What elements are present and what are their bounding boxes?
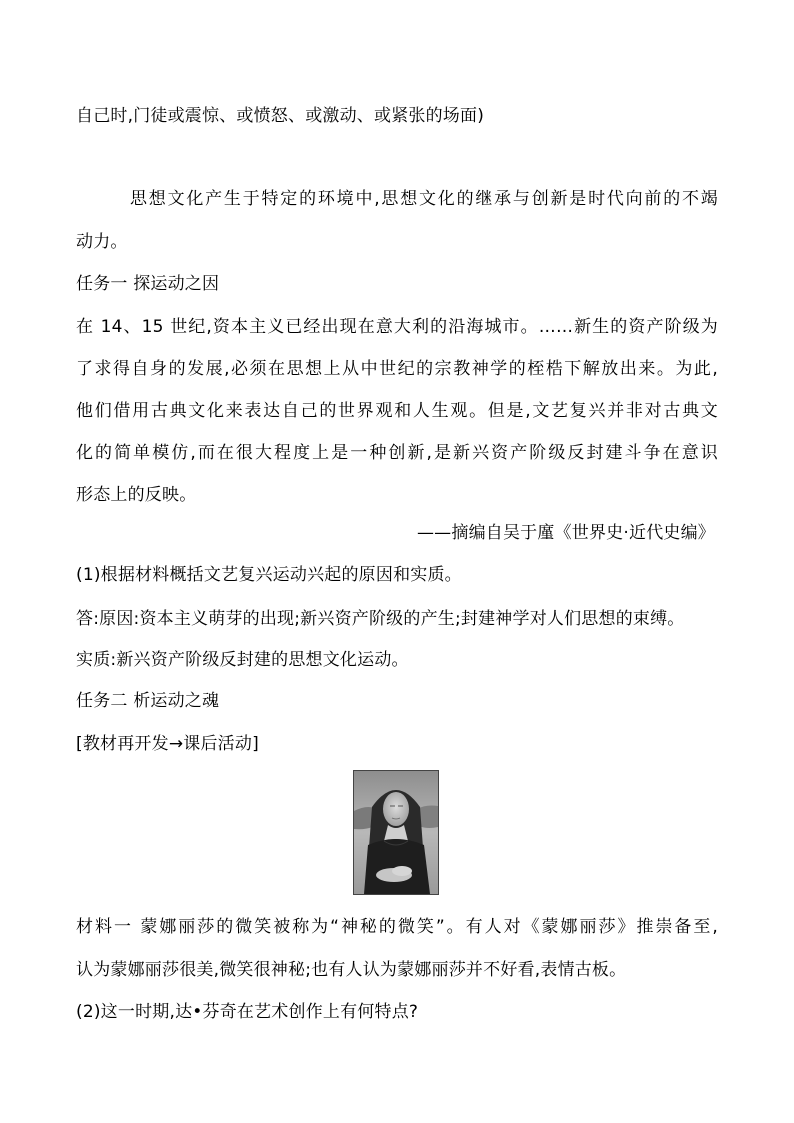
material-paragraph-line-1: 在 14、15 世纪,资本主义已经出现在意大利的沿海城市。……新生的资产阶级为 bbox=[76, 317, 718, 337]
intro-paragraph-line-2: 动力。 bbox=[76, 232, 128, 252]
task-two-heading: 任务二 析运动之魂 bbox=[76, 691, 220, 711]
material-paragraph-line-4: 化的简单模仿,而在很大程度上是一种创新,是新兴资产阶级反封建斗争在意识 bbox=[76, 443, 718, 463]
material-paragraph-line-3: 他们借用古典文化来表达自己的世界观和人生观。但是,文艺复兴并非对古典文 bbox=[76, 401, 718, 421]
material-one-line-1: 材料一 蒙娜丽莎的微笑被称为“神秘的微笑”。有人对《蒙娜丽莎》推崇备至, bbox=[76, 917, 718, 937]
source-citation: ——摘编自吴于廑《世界史·近代史编》 bbox=[416, 523, 715, 543]
material-paragraph-line-2: 了求得自身的发展,必须在思想上从中世纪的宗教神学的桎梏下解放出来。为此, bbox=[76, 359, 718, 379]
text-line-previous-fragment: 自己时,门徒或震惊、或愤怒、或激动、或紧张的场面) bbox=[76, 106, 485, 126]
material-paragraph-line-5: 形态上的反映。 bbox=[76, 485, 197, 505]
question-2: (2)这一时期,达•芬奇在艺术创作上有何特点? bbox=[76, 1002, 419, 1022]
mona-lisa-painting-image bbox=[353, 770, 439, 895]
task-one-heading: 任务一 探运动之因 bbox=[76, 274, 220, 294]
textbook-activity-label: [教材再开发→课后活动] bbox=[76, 734, 259, 754]
answer-essence: 实质:新兴资产阶级反封建的思想文化运动。 bbox=[76, 650, 409, 670]
answer-reasons: 答:原因:资本主义萌芽的出现;新兴资产阶级的产生;封建神学对人们思想的束缚。 bbox=[76, 609, 685, 629]
question-1: (1)根据材料概括文艺复兴运动兴起的原因和实质。 bbox=[76, 565, 462, 585]
material-one-line-2: 认为蒙娜丽莎很美,微笑很神秘;也有人认为蒙娜丽莎并不好看,表情古板。 bbox=[76, 960, 627, 980]
intro-paragraph-line-1: 思想文化产生于特定的环境中,思想文化的继承与创新是时代向前的不竭 bbox=[130, 189, 718, 209]
